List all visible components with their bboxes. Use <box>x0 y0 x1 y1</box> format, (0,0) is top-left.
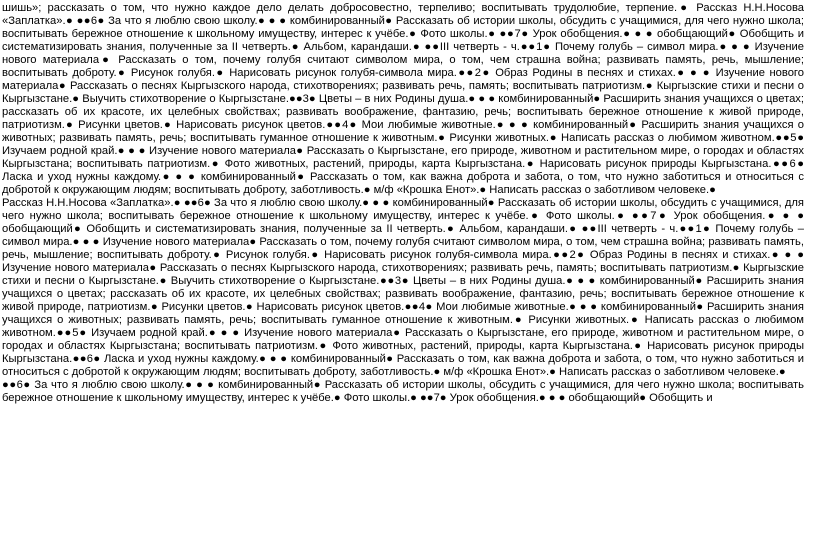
text-block-3: ●●6● За что я люблю свою школу.● ● ● комбинированный● Рассказать об истории школы, обсудить с учащимися, для чего нужно школа; воспитывать бережное отношение к школьному имуществу, интерес к учёбе.● Фото школы.● ●●7● Урок обобщения.● ● ● обобщающий● Обобщить и <box>2 379 804 404</box>
text-block-2: Рассказ Н.Н.Носова «Заплатка».● ●●6● За что я люблю свою школу.● ● ● комбинированный● Рассказать об истории школы, обсудить с учащимися, для чего нужно школа; воспитывать бережное отношение к школьному имуществу, интерес к учёбе.● Фото школы.● ●●7● Урок обобщения.● ● ● обобщающий● Обобщить и систематизировать знания, полученные за II четверть.● Альбом, карандаши.● ●●III четверть - ч.●●1● Почему голубь – символ мира.● ● ● Изучение нового материала● Рассказать о том, почему голубя считают символом мира, о том, чем страшна война; развивать память, речь, мышление; воспитывать доброту.● Рисунок голубя.● Нарисовать рисунок голубя-символа мира.●●2● Образ Родины в песнях и стихах.● ● ● Изучение нового материала● Рассказать о песнях Кыргызского народа, стихотворениях; развивать речь, память; воспитывать патриотизм.● Кыргызские стихи и песни о Кыргызстане.● Выучить стихотворение о Кыргызстане.●●3● Цветы – в них Родины душа.● ● ● комбинированный● Расширить знания учащихся о цветах; рассказать об их красоте, их целебных свойствах; развивать воображение, фантазию, речь; воспитывать бережное отношение к живой природе, патриотизм.● Рисунки цветов.● Нарисовать рисунок цветов.●●4● Мои любимые животные.● ● ● комбинированный● Расширить знания учащихся о животных; развивать память, речь; воспитывать гуманное отношение к животным.● Рисунки животных.● Написать рассказ о любимом животном.●●5● Изучаем родной край.● ● ● Изучение нового материала● Рассказать о Кыргызстане, его природе, животном и растительном мире, о городах и областях Кыргызстана; воспитывать патриотизм.● Фото животных, растений, природы, карта Кыргызстана.● Нарисовать рисунок природы Кыргызстана.●●6● Ласка и уход нужны каждому.● ● ● комбинированный● Рассказать о том, как важна доброта и забота, о том, что нужно заботиться и относиться с добротой к окружающим людям; воспитывать доброту, заботливость.● м/ф «Крошка Енот».● Написать рассказ о заботливом человеке.● <box>2 197 804 378</box>
text-block-1: шишь»; рассказать о том, что нужно каждое дело делать добросовестно, терпеливо; воспитывать трудолюбие, терпение.● Рассказ Н.Н.Носова «Заплатка».● ●●6● За что я люблю свою школу.● ● ● комбинированный● Рассказать об истории школы, обсудить с учащимися, для чего нужно школа; воспитывать бережное отношение к школьному имуществу, интерес к учёбе.● Фото школы.● ●●7● Урок обобщения.● ● ● обобщающий● Обобщить и систематизировать знания, полученные за II четверть.● Альбом, карандаши.● ●●III четверть - ч.●●1● Почему голубь – символ мира.● ● ● Изучение нового материала● Рассказать о том, почему голубя считают символом мира, о том, чем страшна война; развивать память, речь, мышление; воспитывать доброту.● Рисунок голубя.● Нарисовать рисунок голубя-символа мира.●●2● Образ Родины в песнях и стихах.● ● ● Изучение нового материала● Рассказать о песнях Кыргызского народа, стихотворениях; развивать речь, память; воспитывать патриотизм.● Кыргызские стихи и песни о Кыргызстане.● Выучить стихотворение о Кыргызстане.●●3● Цветы – в них Родины душа.● ● ● комбинированный● Расширить знания учащихся о цветах; рассказать об их красоте, их целебных свойствах; развивать воображение, фантазию, речь; воспитывать бережное отношение к живой природе, патриотизм.● Рисунки цветов.● Нарисовать рисунок цветов.●●4● Мои любимые животные.● ● ● комбинированный● Расширить знания учащихся о животных; развивать память, речь; воспитывать гуманное отношение к животным.● Рисунки животных.● Написать рассказ о любимом животном.●●5● Изучаем родной край.● ● ● Изучение нового материала● Рассказать о Кыргызстане, его природе, животном и растительном мире, о городах и областях Кыргызстана; воспитывать патриотизм.● Фото животных, растений, природы, карта Кыргызстана.● Нарисовать рисунок природы Кыргызстана.●●6● Ласка и уход нужны каждому.● ● ● комбинированный● Рассказать о том, как важна доброта и забота, о том, что нужно заботиться и относиться с добротой к окружающим людям; воспитывать доброту, заботливость.● м/ф «Крошка Енот».● Написать рассказ о заботливом человеке.● <box>2 2 804 196</box>
